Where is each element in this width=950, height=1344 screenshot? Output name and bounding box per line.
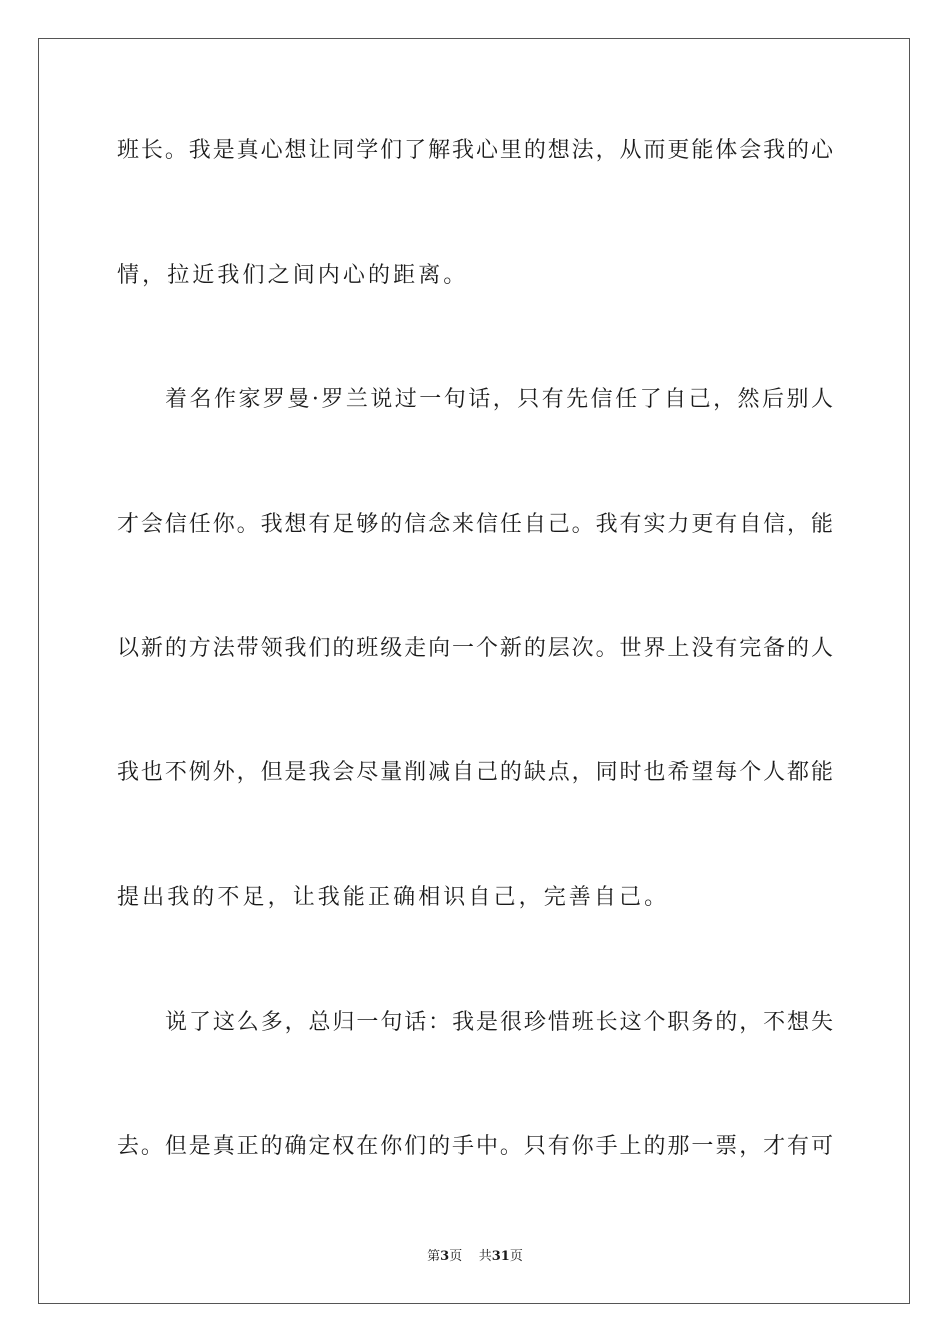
page-prefix: 第 — [427, 1249, 441, 1264]
page-current: 3 — [440, 1249, 450, 1264]
page-footer — [0, 1248, 950, 1266]
paragraph-line: 说了这么多，总归一句话：我是很珍惜班长这个职务的，不想失 — [165, 1010, 833, 1035]
page-border — [38, 38, 910, 1304]
paragraph-line: 才会信任你。我想有足够的信念来信任自己。我有实力更有自信，能 — [117, 512, 833, 537]
paragraph-line: 着名作家罗曼·罗兰说过一句话，只有先信任了自己，然后别人 — [165, 387, 833, 412]
paragraph-line: 我也不例外，但是我会尽量削减自己的缺点，同时也希望每个人都能 — [117, 760, 833, 785]
paragraph-line: 情，拉近我们之间内心的距离。 — [117, 263, 469, 288]
paragraph-line: 去。但是真正的确定权在你们的手中。只有你手上的那一票，才有可 — [117, 1134, 833, 1159]
total-prefix: 共 — [478, 1249, 492, 1264]
paragraph-line: 班长。我是真心想让同学们了解我心里的想法，从而更能体会我的心 — [117, 138, 833, 163]
page-suffix: 页 — [449, 1249, 463, 1264]
paragraph-line: 提出我的不足，让我能正确相识自己，完善自己。 — [117, 885, 670, 910]
paragraph-line: 以新的方法带领我们的班级走向一个新的层次。世界上没有完备的人 — [117, 636, 833, 661]
page-total: 31 — [491, 1249, 510, 1264]
total-suffix: 页 — [509, 1249, 523, 1264]
